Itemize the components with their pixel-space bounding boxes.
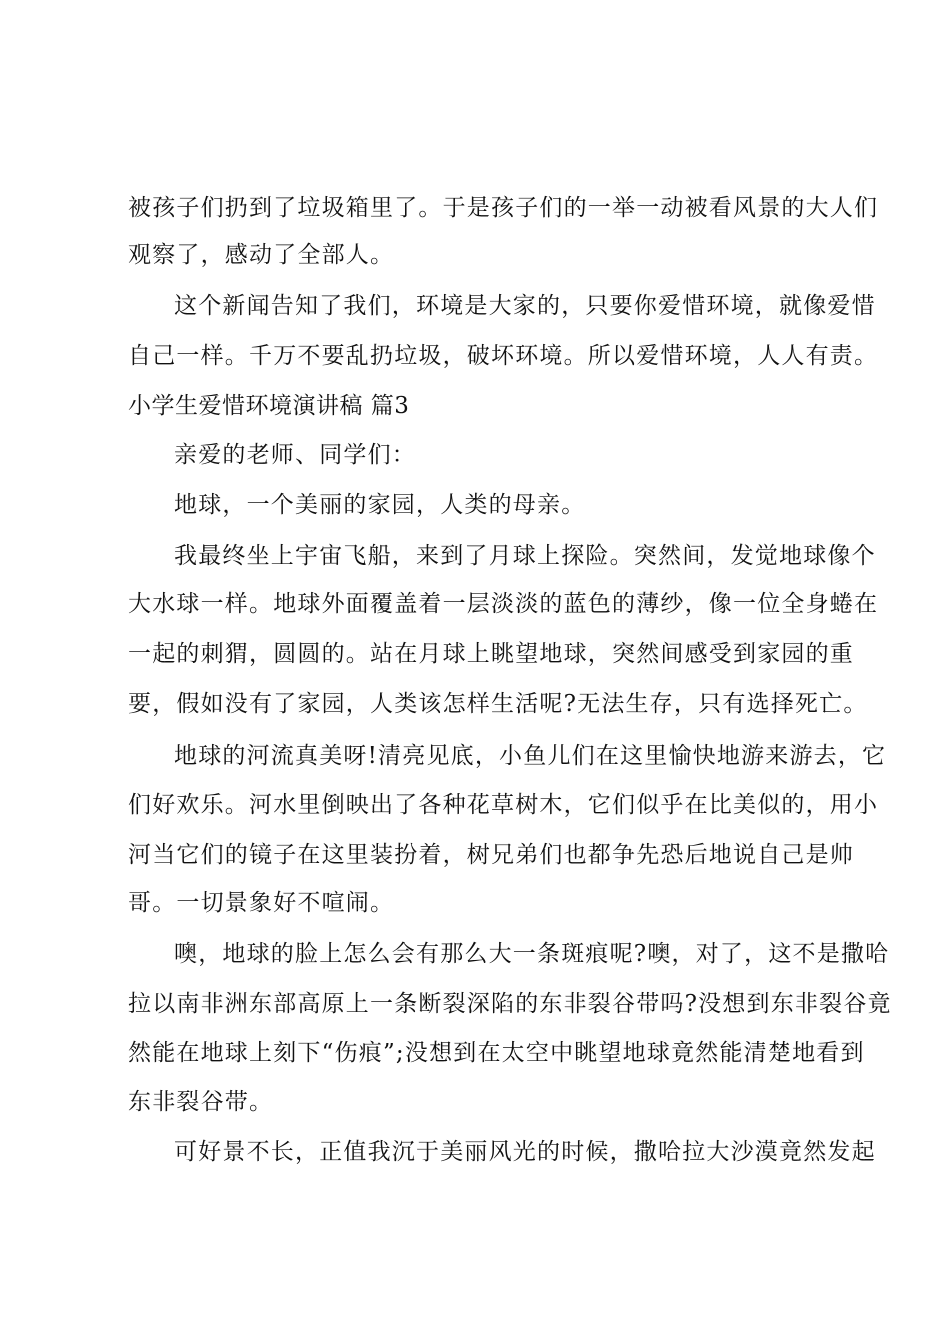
paragraph-line: 观察了，感动了全部人。 (128, 242, 395, 268)
paragraph-line: 我最终坐上宇宙飞船，来到了月球上探险。突然间，发觉地球像个 (174, 543, 876, 569)
paragraph-line: 可好景不长，正值我沉于美丽风光的时候，撒哈拉大沙漠竟然发起 (174, 1139, 876, 1165)
paragraph-line: 们好欢乐。河水里倒映出了各种花草树木，它们似乎在比美似的，用小 (128, 792, 879, 818)
paragraph-line: 被孩子们扔到了垃圾箱里了。于是孩子们的一举一动被看风景的大人们 (128, 195, 879, 221)
paragraph-line: 然能在地球上刻下“伤痕”;没想到在太空中眺望地球竟然能清楚地看到 (128, 1040, 865, 1066)
salutation: 亲爱的老师、同学们： (174, 442, 416, 468)
paragraph-line: 河当它们的镜子在这里装扮着，树兄弟们也都争先恐后地说自己是帅 (128, 842, 854, 868)
paragraph-line: 大水球一样。地球外面覆盖着一层淡淡的蓝色的薄纱，像一位全身蜷在 (128, 591, 879, 617)
paragraph-line: 地球的河流真美呀!清亮见底，小鱼儿们在这里愉快地游来游去，它 (174, 743, 887, 769)
paragraph-line: 拉以南非洲东部高原上一条断裂深陷的东非裂谷带吗?没想到东非裂谷竟 (128, 991, 892, 1017)
paragraph-line: 噢，地球的脸上怎么会有那么大一条斑痕呢?噢，对了，这不是撒哈 (174, 941, 890, 967)
paragraph-line: 一起的刺猬，圆圆的。站在月球上眺望地球，突然间感受到家园的重 (128, 641, 854, 667)
paragraph-line: 要，假如没有了家园，人类该怎样生活呢?无法生存，只有选择死亡。 (128, 691, 868, 717)
paragraph-line: 东非裂谷带。 (128, 1089, 274, 1115)
paragraph-line: 地球，一个美丽的家园，人类的母亲。 (174, 492, 586, 518)
paragraph-line: 自己一样。千万不要乱扔垃圾，破坏环境。所以爱惜环境，人人有责。 (128, 343, 879, 369)
paragraph-line: 哥。一切景象好不喧闹。 (128, 890, 395, 916)
paragraph-line: 这个新闻告知了我们，环境是大家的，只要你爱惜环境，就像爱惜 (174, 293, 876, 319)
section-heading: 小学生爱惜环境演讲稿 篇3 (128, 393, 410, 419)
